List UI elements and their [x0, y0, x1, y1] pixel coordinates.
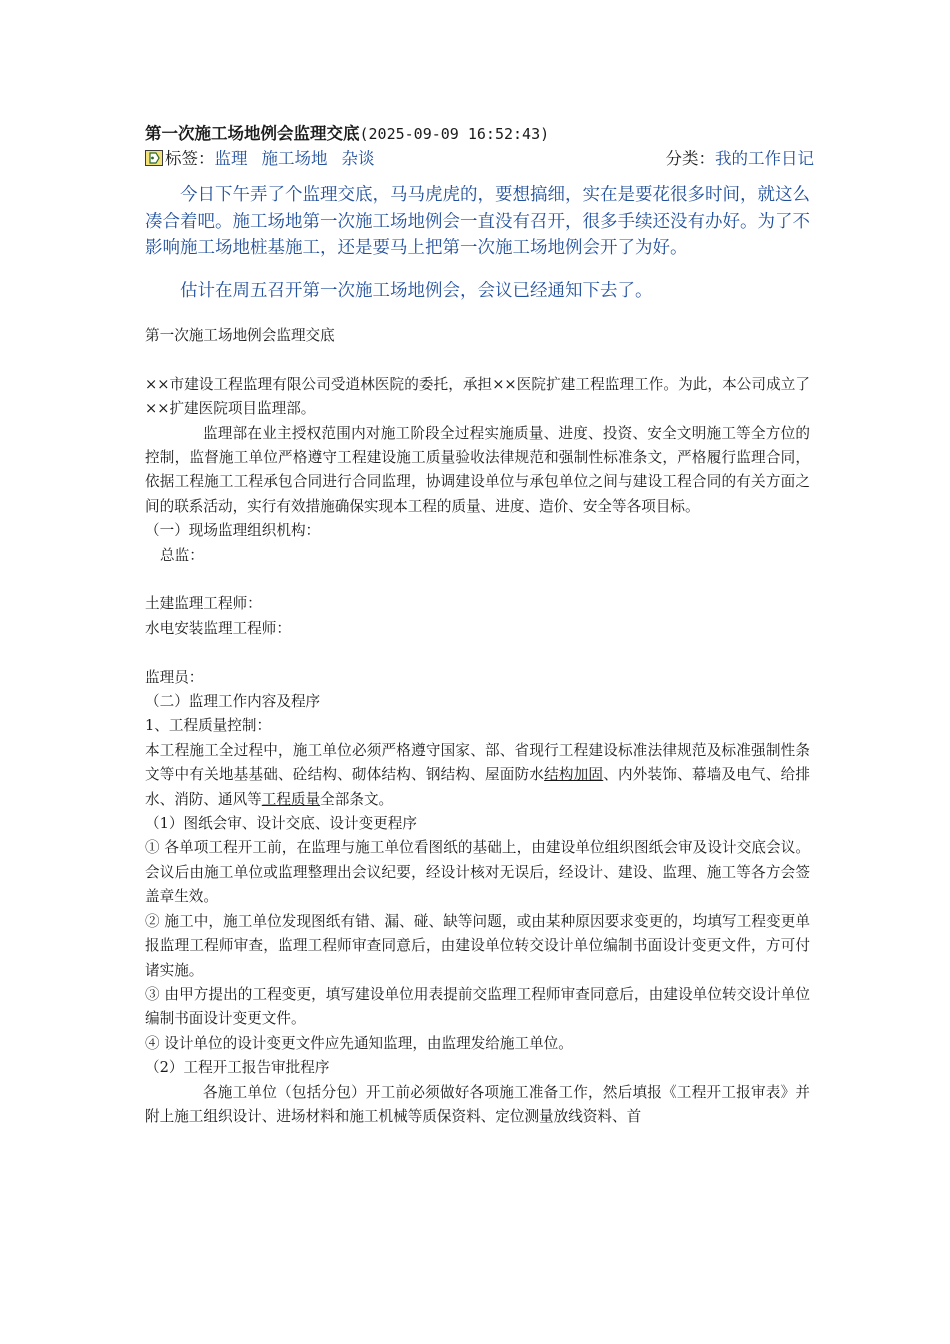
- category-label: 分类：: [665, 149, 715, 168]
- spacer: [145, 348, 810, 372]
- item-heading: 1、工程质量控制：: [145, 717, 272, 735]
- procedure-step: ② 施工中，施工单位发现图纸有错、漏、碰、缺等问题，或由某种原因要求变更的，均填写工程变更单报监理工程师审查，监理工程师审查同意后，由建设单位转交设计单位编制书面设计变更文件，方可付诸实施。: [145, 912, 810, 979]
- procedure-step: ① 各单项工程开工前，在监理与施工单位看图纸的基础上，由建设单位组织图纸会审及设计交底会议。会议后由施工单位或监理整理出会议纪要，经设计核对无误后，经设计、建设、监理、施工等各方会签盖章生效。: [145, 839, 810, 906]
- doc-paragraph: 各施工单位（包括分包）开工前必须做好各项施工准备工作，然后填报《工程开工报审表》并附上施工组织设计、进场材料和施工机械等质保资料、定位测量放线资料、首: [145, 1083, 810, 1125]
- sub-heading: （2）工程开工报告审批程序: [145, 1059, 330, 1077]
- intro-paragraph: 估计在周五召开第一次施工场地例会，会议已经通知下去了。: [180, 280, 653, 301]
- spacer: [145, 568, 810, 592]
- post-category: [666, 146, 815, 172]
- category-link[interactable]: 我的工作日记: [715, 149, 814, 168]
- section-heading: （一）现场监理组织机构：: [145, 522, 321, 540]
- org-role: 总监：: [160, 546, 204, 564]
- tag-link[interactable]: 施工场地: [261, 149, 328, 168]
- quality-text: 、内外装饰、幕墙及电气、给排水、消防、通风等: [145, 766, 810, 808]
- keyword-link[interactable]: 结构加固: [544, 766, 604, 784]
- spacer: [145, 641, 810, 665]
- post-meta: [145, 146, 814, 172]
- post-title: 第一次施工场地例会监理交底: [145, 124, 360, 143]
- doc-paragraph: ××市建设工程监理有限公司受逍林医院的委托，承担××医院扩建工程监理工作。为此，本公司成立了××扩建医院项目监理部。: [145, 375, 810, 418]
- section-heading: （二）监理工作内容及程序: [145, 693, 321, 711]
- org-role: 监理员：: [145, 668, 204, 686]
- keyword-link[interactable]: 工程质量: [261, 790, 321, 808]
- quality-text: 本工程施工全过程中，施工单位必须严格遵守国家、部、省现行工程建设标准法律规范及标准强制性条文等中有关地基基础、砼结构、砌体结构、钢结构、屋面防水: [145, 741, 810, 784]
- sub-heading: （1）图纸会审、设计交底、设计变更程序: [145, 815, 417, 833]
- tags-label: 标签：: [165, 149, 215, 168]
- quality-text: 全部条文。: [320, 790, 394, 808]
- post-title-line: [145, 122, 810, 146]
- doc-paragraph: 监理部在业主授权范围内对施工阶段全过程实施质量、进度、投资、安全文明施工等全方位的控制，监督施工单位严格遵守工程建设施工质量验收法律规范和强制性标准条文，严格履行监理合同，依据工程施工工程承包合同进行合同监理，协调建设单位与承包单位之间与建设工程合同的有关方面之间的联系活动，实行有效措施确保实现本工程的质量、进度、造价、安全等各项目标。: [145, 424, 810, 515]
- tag-icon: [145, 148, 163, 164]
- procedure-step: ③ 由甲方提出的工程变更，填写建设单位用表提前交监理工程师审查同意后，由建设单位转交设计单位编制书面设计变更文件。: [145, 985, 810, 1028]
- doc-paragraph: [145, 739, 810, 812]
- tag-link[interactable]: 监理: [214, 149, 248, 168]
- intro-paragraph: 今日下午弄了个监理交底，马马虎虎的，要想搞细，实在是要花很多时间，就这么凑合着吧。施工场地第一次施工场地例会一直没有召开，很多手续还没有办好。为了不影响施工场地桩基施工，还是要马上把第一次施工场地例会开了为好。: [145, 185, 810, 258]
- tag-link[interactable]: 杂谈: [341, 149, 375, 168]
- procedure-step: ④ 设计单位的设计变更文件应先通知监理，由监理发给施工单位。: [145, 1034, 573, 1052]
- org-role: 水电安装监理工程师：: [145, 619, 291, 637]
- blog-post: [145, 122, 814, 1129]
- document-heading: 第一次施工场地例会监理交底: [145, 327, 335, 344]
- post-timestamp: (2025-09-09 16:52:43): [359, 125, 550, 143]
- org-role: 土建监理工程师：: [145, 595, 262, 613]
